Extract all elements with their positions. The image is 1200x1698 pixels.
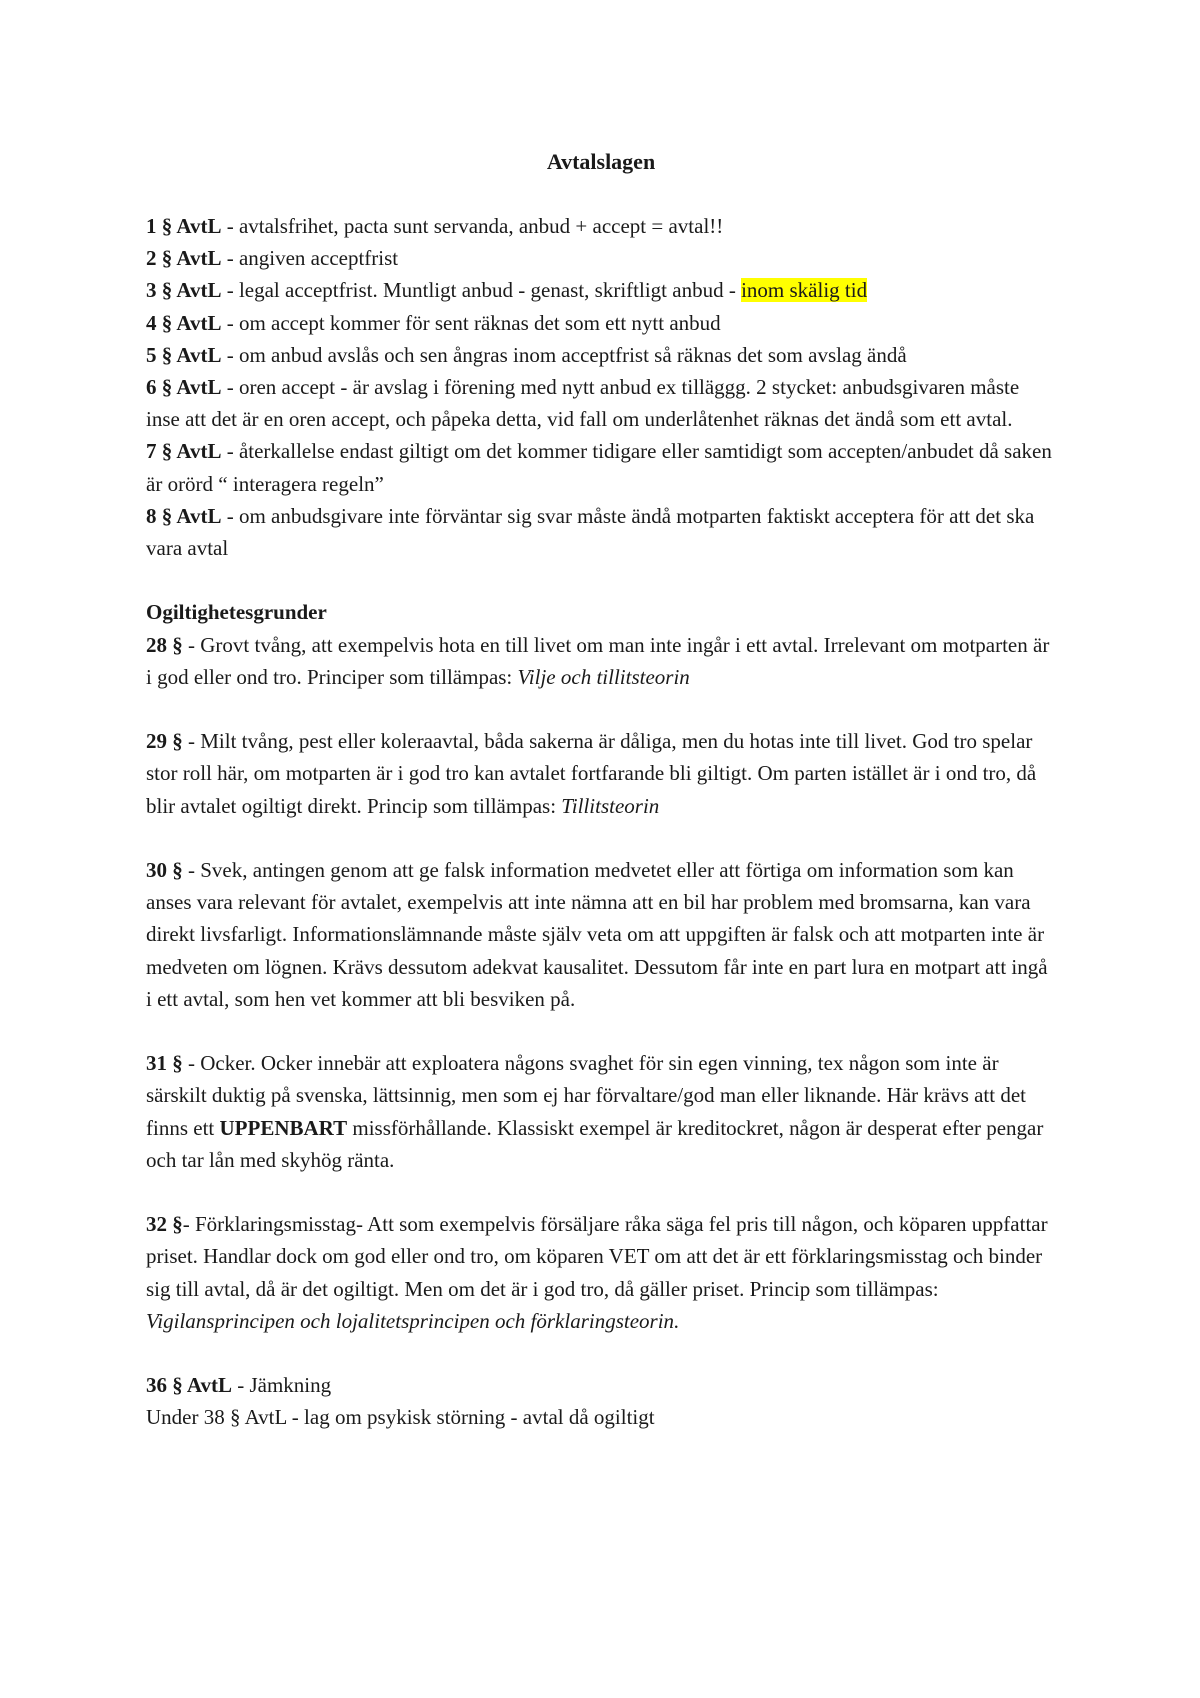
section-label: 29 § (146, 729, 183, 754)
document-page (146, 146, 1056, 1434)
section-text: - Svek, antingen genom att ge falsk information medvetet eller att förtiga om information som kan anses vara relevant för avtalet, exempelvis att inte nämna att en bil har problem med bromsarna, kan vara direkt livsfarligt. Informationslämnande måste själv veta om att uppgiften är falsk och att motparten inte är medveten om lögnen. Krävs dessutom adekvat kausalitet. Dessutom får inte en part lura en motpart att ingå i ett avtal, som hen vet kommer att bli besviken på. (146, 858, 1048, 1011)
document-title: Avtalslagen (546, 149, 656, 174)
section-text: - om anbudsgivare inte förväntar sig svar måste ändå motparten faktiskt acceptera för att det ska vara avtal (146, 503, 1035, 561)
spacer (146, 1337, 1056, 1369)
section-label: 6 § AvtL (146, 375, 222, 400)
paragraph-29 (146, 725, 1056, 822)
section-text: - Jämkning (231, 1373, 332, 1398)
section-label: 32 § (146, 1212, 183, 1237)
paragraph-8-avtl (146, 500, 1056, 564)
section-label: 2 § AvtL (146, 246, 222, 271)
section-label: 31 § (146, 1051, 183, 1076)
spacer (146, 693, 1056, 725)
principle-text: Vigilansprincipen och lojalitetsprincipen och förklaringsteorin (146, 1308, 675, 1333)
section-label: 7 § AvtL (146, 439, 222, 464)
section-text: Under 38 § AvtL - lag om psykisk störning - avtal då ogiltigt (146, 1405, 655, 1430)
paragraph-6-avtl (146, 371, 1056, 435)
spacer (146, 1015, 1056, 1047)
principle-end: . (674, 1308, 680, 1333)
section-text: - Grovt tvång, att exempelvis hota en till livet om man inte ingår i ett avtal. Irrelevant om motparten är i god eller ond tro. Principer som tillämpas: (146, 632, 1050, 689)
spacer (146, 1176, 1056, 1208)
section-text: - Milt tvång, pest eller koleraavtal, båda sakerna är dåliga, men du hotas inte till livet. God tro spelar stor roll här, om motparten är i god tro kan avtalet fortfarande bli giltigt. Om parten istället är i ond tro, då blir avtalet ogiltigt direkt. Princip som tillämpas: (146, 729, 1037, 818)
heading-text: Ogiltighetesgrunder (146, 600, 327, 625)
section-text: - om anbud avslås och sen ångras inom acceptfrist så räknas det som avslag ändå (221, 342, 907, 367)
section-heading (146, 596, 1056, 628)
paragraph-28 (146, 629, 1056, 693)
section-text: - legal acceptfrist. Muntligt anbud - genast, skriftligt anbud - (221, 278, 742, 303)
principle-text: Tillitsteorin (561, 793, 660, 818)
section-text: - om accept kommer för sent räknas det som ett nytt anbud (221, 310, 721, 335)
section-text: - Ocker. Ocker innebär att exploatera någons svaghet för sin egen vinning, tex någon som inte är särskilt duktig på svenska, lättsinnig, men som ej har förvaltare/god man eller liknande. Här krävs att det finns ett (146, 1051, 1027, 1140)
section-text: - oren accept - är avslag i förening med nytt anbud ex tilläggg. 2 stycket: anbudsgivaren måste inse att det är en oren accept, och påpeka detta, vid fall om underlåtenhet räknas det ändå som ett avtal. (146, 375, 1020, 432)
paragraph-36-avtl (146, 1369, 1056, 1401)
paragraph-31 (146, 1047, 1056, 1176)
paragraph-32 (146, 1208, 1056, 1337)
spacer (146, 822, 1056, 854)
paragraph-2-avtl (146, 242, 1056, 274)
principle-text: Vilje och tillitsteorin (517, 664, 690, 689)
section-label: 36 § AvtL (146, 1373, 232, 1398)
section-label: 3 § AvtL (146, 278, 222, 303)
paragraph-30 (146, 854, 1056, 1015)
paragraph-1-avtl (146, 210, 1056, 242)
section-text: - avtalsfrihet, pacta sunt servanda, anbud + accept = avtal!! (221, 214, 724, 238)
paragraph-4-avtl (146, 307, 1056, 339)
emphasis-word: UPPENBART (219, 1115, 348, 1140)
section-text: - Förklaringsmisstag- Att som exempelvis försäljare råka säga fel pris till någon, och köparen uppfattar priset. Handlar dock om god eller ond tro, om köparen VET om att det är ett förklaringsmisstag och binder sig till avtal, då är det ogiltigt. Men om det är i god tro, då gäller priset. Princip som tillämpas: (146, 1212, 1048, 1301)
paragraph-7-avtl (146, 435, 1056, 499)
paragraph-3-avtl (146, 274, 1056, 306)
section-text: - återkallelse endast giltigt om det kommer tidigare eller samtidigt som accepten/anbudet då saken är orörd “ interagera regeln” (146, 439, 1052, 496)
section-label: 1 § AvtL (146, 214, 222, 238)
section-label: 28 § (146, 632, 183, 657)
spacer (146, 564, 1056, 596)
paragraph-5-avtl (146, 339, 1056, 371)
paragraph-38-avtl (146, 1401, 1056, 1433)
section-label: 4 § AvtL (146, 310, 222, 335)
highlighted-text: inom skälig tid (741, 278, 868, 303)
section-label: 30 § (146, 858, 183, 883)
section-text-cont: missförhållande. Klassiskt exempel är kreditockret, någon är desperat efter pengar och tar lån med skyhög ränta. (146, 1115, 1044, 1172)
section-text: - angiven acceptfrist (221, 246, 399, 271)
section-label: 5 § AvtL (146, 342, 222, 367)
section-label: 8 § AvtL (146, 503, 222, 528)
